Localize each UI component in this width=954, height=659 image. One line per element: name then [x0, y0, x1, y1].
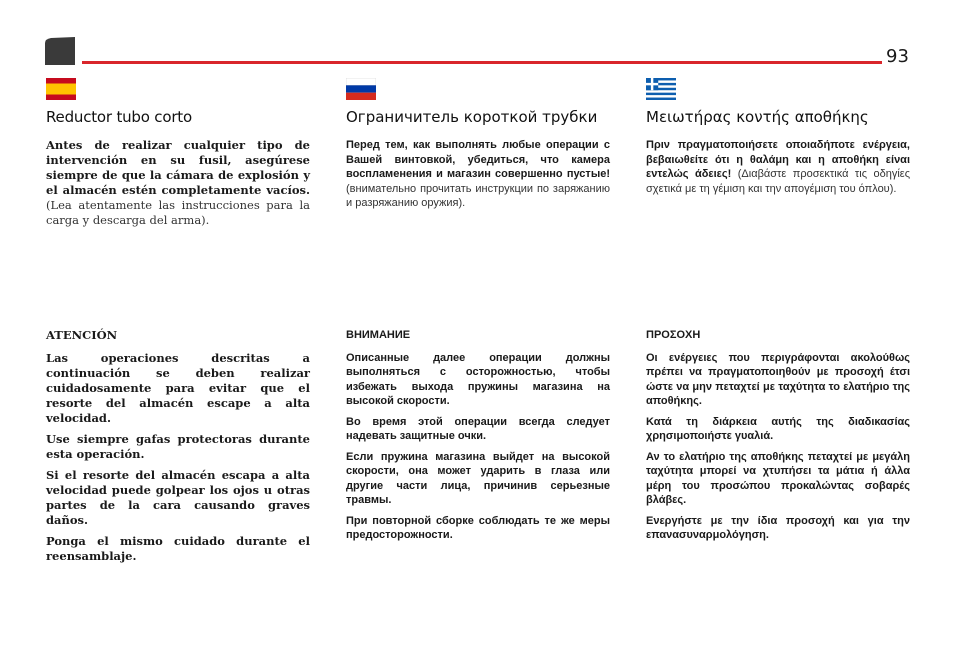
warning-label: ΠΡΟΣΟΧΗ [646, 329, 701, 341]
warning-block [46, 328, 310, 570]
warning-paragraph: Use siempre gafas protectoras durante esta operación. [46, 432, 310, 461]
warning-paragraph: Αν το ελατήριο της αποθήκης πεταχτεί με μεγάλη ταχύτητα μπορεί να χτυπήσει τα μάτια ή άλλα μέρη του προσώπου προκαλώντας σοβαρές βλάβες. [646, 450, 910, 506]
page-tab-icon [45, 37, 75, 65]
intro-text [346, 138, 610, 211]
intro-note: (внимательно прочитать инструкции по заряжанию и разряжанию оружия). [346, 182, 610, 209]
warning-paragraph: При повторной сборке соблюдать те же меры предосторожности. [346, 514, 610, 541]
section-title: Reductor tubo corto [46, 108, 192, 126]
warning-block [646, 328, 910, 549]
spain-flag-icon [46, 78, 76, 100]
intro-note: (Διαβάστε προσεκτικά τις οδηγίες σχετικά με τη γέμιση και την απογέμιση του όπλου). [646, 168, 910, 195]
warning-block [346, 328, 610, 549]
intro-text [646, 138, 910, 196]
section-greek [646, 78, 910, 541]
intro-bold: Πριν πραγματοποιήσετε οποιαδήποτε ενέργεια, βεβαιωθείτε ότι η θαλάμη και η αποθήκη είναι εντελώς άδειες! [646, 139, 910, 180]
warning-paragraph: Οι ενέργειες που περιγράφονται ακολούθως πρέπει να πραγματοποιηθούν με προσοχή έτσι ώστε να μην πεταχτεί με ταχύτητα το ελατήριο της αποθήκης. [646, 351, 910, 407]
intro-bold: Перед тем, как выполнять любые операции с Вашей винтовкой, убедиться, что камера воспламенения и магазин совершенно пустые! [346, 139, 610, 180]
warning-paragraph: Если пружина магазина выйдет на высокой скорости, она может ударить в глаза или другие части лица, причинив серьезные травмы. [346, 450, 610, 506]
section-title: Ограничитель короткой трубки [346, 108, 598, 126]
warning-paragraph: Во время этой операции всегда следует надевать защитные очки. [346, 415, 610, 442]
section-title: Μειωτήρας κοντής αποθήκης [646, 108, 869, 126]
page-number: 93 [886, 46, 909, 67]
warning-paragraph: Κατά τη διάρκεια αυτής της διαδικασίας χρησιμοποιήστε γυαλιά. [646, 415, 910, 442]
header-rule [82, 61, 882, 64]
warning-paragraph: Ponga el mismo cuidado durante el reensamblaje. [46, 534, 310, 563]
section-russian [346, 78, 610, 541]
intro-text [46, 138, 310, 228]
intro-note: (Lea atentamente las instrucciones para la carga y descarga del arma). [46, 198, 310, 227]
intro-bold: Antes de realizar cualquier tipo de intervención en su fusil, asegúrese siempre de que la cámara de explosión y el almacén estén completamente vacíos. [46, 138, 310, 197]
warning-label: ATENCIÓN [46, 328, 118, 342]
warning-paragraph: Описанные далее операции должны выполняться с осторожностью, чтобы избежать выхода пружины магазина на высокой скорости. [346, 351, 610, 407]
greece-flag-icon [646, 78, 676, 100]
warning-paragraph: Las operaciones descritas a continuación se deben realizar cuidadosamente para evitar que el resorte del almacén escape a alta velocidad. [46, 351, 310, 425]
warning-label: ВНИМАНИЕ [346, 329, 411, 341]
russia-flag-icon [346, 78, 376, 100]
section-spanish [46, 78, 310, 563]
warning-paragraph: Si el resorte del almacén escapa a alta velocidad puede golpear los ojos u otras partes de la cara causando graves daños. [46, 468, 310, 527]
warning-paragraph: Ενεργήστε με την ίδια προσοχή και για την επανασυναρμολόγηση. [646, 514, 910, 541]
